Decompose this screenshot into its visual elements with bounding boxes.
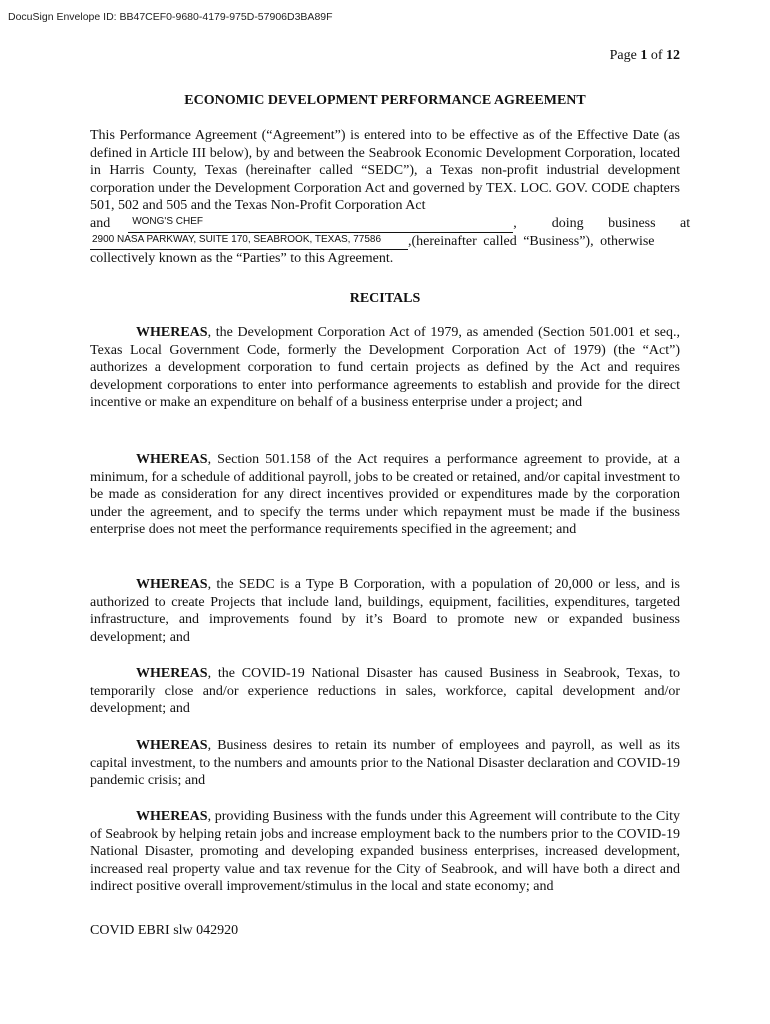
- recital-lead: WHEREAS: [136, 452, 208, 467]
- business-address-field[interactable]: [90, 233, 408, 250]
- recital-2: [90, 451, 680, 539]
- footer-reference: COVID EBRI slw 042920: [90, 923, 239, 938]
- page-number: [610, 48, 680, 64]
- recital-text: , Section 501.158 of the Act requires a performance agreement to provide, at a minimum, for a schedule of additional payroll, jobs to be created or retained, and/or capital investment to be made as consideration for any direct incentives provided or expenditures made by the corporation under the agreement, and to specify the terms under which repayment must be made if the business enterprise does not meet the performance requirements specified in the agreement; and: [90, 452, 680, 538]
- recital-text: , Business desires to retain its number of employees and payroll, as well as its capital investment, to the numbers and amounts prior to the National Disaster declaration and COVID-19 pandemic crisis; and: [90, 738, 680, 789]
- recital-lead: WHEREAS: [136, 666, 208, 681]
- recital-text: , the SEDC is a Type B Corporation, with a population of 20,000 or less, and is authorized to create Projects that include land, buildings, equipment, facilities, expenditures, targeted infrastructure, and improvements found by it’s Board to promote new or expanded business development; and: [90, 577, 680, 645]
- recital-1: [90, 324, 680, 412]
- document-title: ECONOMIC DEVELOPMENT PERFORMANCE AGREEMENT: [184, 93, 586, 108]
- doing-business-at-text: , doing business at: [513, 215, 691, 231]
- recitals-heading: RECITALS: [349, 291, 421, 306]
- business-name-value: WONG'S CHEF: [132, 215, 204, 227]
- recital-lead: WHEREAS: [136, 738, 208, 753]
- recital-4: [90, 665, 680, 718]
- and-label: and: [90, 215, 111, 231]
- page-total: 12: [666, 48, 680, 63]
- page-of: of: [650, 48, 663, 63]
- page-current: 1: [640, 48, 648, 63]
- recital-3: [90, 576, 680, 646]
- recital-6: [90, 808, 680, 896]
- recital-text: , the COVID-19 National Disaster has caused Business in Seabrook, Texas, to temporarily close and/or experience reductions in sales, workforce, capital development and/or development; and: [90, 666, 680, 717]
- business-address-value: 2900 NASA PARKWAY, SUITE 170, SEABROOK, TEXAS, 77586: [92, 233, 382, 245]
- recital-text: , providing Business with the funds under this Agreement will contribute to the City of Seabrook by helping retain jobs and increase employment back to the numbers prior to the COVID-19 National Disaster, promoting and developing expanded business enterprises, increased development, increased real property value and tax revenue for the City of Seabrook, and will have both a direct and indirect positive overall improvement/stimulus in the local and state economy; and: [90, 809, 680, 895]
- page-label: Page: [609, 48, 637, 63]
- recital-5: [90, 737, 680, 790]
- intro-paragraph: [90, 127, 691, 268]
- docusign-envelope-id: DocuSign Envelope ID: BB47CEF0-9680-4179-975D-57906D3BA89F: [8, 11, 333, 23]
- recital-lead: WHEREAS: [136, 809, 208, 824]
- recital-lead: WHEREAS: [136, 325, 208, 340]
- hereinafter-text: ,(hereinafter called “Business”), otherwise: [408, 233, 655, 249]
- intro-closing: collectively known as the “Parties” to this Agreement.: [90, 251, 394, 267]
- recital-lead: WHEREAS: [136, 577, 208, 592]
- recital-text: , the Development Corporation Act of 1979, as amended (Section 501.001 et seq., Texas Local Government Code, formerly the Development Corporation Act of 1979) (the “Act”) authorizes a development corporation to fund certain projects as defined by the Act and requires development corporations to enter into performance agreements to establish and provide for the direct incentive or make an expenditure on behalf of a business enterprise under a project; and: [90, 325, 680, 411]
- intro-text: This Performance Agreement (“Agreement”) is entered into to be effective as of the Effective Date (as defined in Article III below), by and between the Seabrook Economic Development Corporation, located in Harris County, Texas (hereinafter called “SEDC”), a Texas non-profit industrial development corporation under the Development Corporation Act and governed by TEX. LOC. GOV. CODE chapters 501, 502 and 505 and the Texas Non-Profit Corporation Act: [90, 128, 680, 214]
